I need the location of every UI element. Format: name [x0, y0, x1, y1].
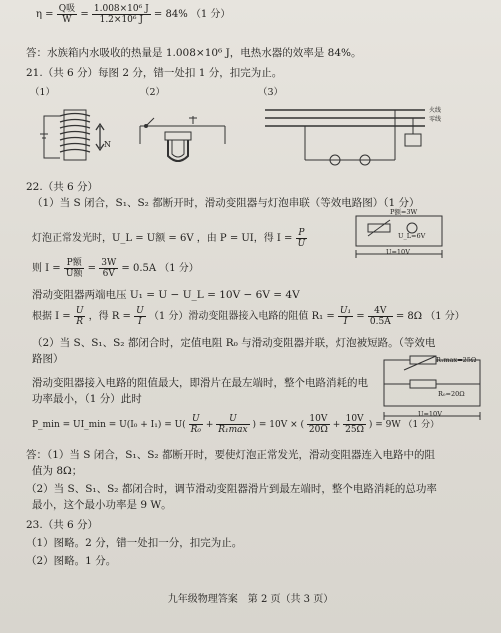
q22-part5-f4-den: 0.5A [369, 317, 391, 327]
series-circuit-figure [352, 210, 447, 260]
q22-part5-f1-num: U [75, 306, 84, 316]
q22-part9-f1-num: U [189, 414, 203, 425]
q22-part3-prefix: 则 I = [32, 263, 61, 274]
q22-part9-f4-num: 10V [343, 414, 366, 425]
q22-part1: （1）当 S 闭合，S₁、S₂ 都断开时，滑动变阻器与灯泡串联（等效电路图）（1 分） [32, 197, 420, 209]
q22-part9-b: + [205, 420, 214, 430]
eta-result: = 84% （1 分） [153, 9, 231, 20]
q22-part9-d: + [332, 420, 341, 430]
q22-part5-f2-num: U [136, 306, 144, 316]
q22-part5-frac3 [338, 306, 353, 327]
q23-part1: （1）图略。2 分，错一处扣一分，扣完为止。 [26, 537, 243, 549]
eta-eq: = [80, 9, 92, 20]
eta-fraction-1 [57, 4, 77, 25]
eta-frac2-num: 1.008×10⁶ J [93, 4, 149, 14]
q22-part2 [32, 228, 307, 249]
q21-header: 21.（共 6 分）每图 2 分，错一处扣 1 分，扣完为止。 [26, 67, 283, 79]
q22-part9 [32, 414, 439, 435]
q22-part9-f2-num: U [216, 414, 249, 425]
n-pole-label: N [104, 140, 111, 149]
circ2-r1-label: R₁max=25Ω [436, 356, 477, 364]
household-wiring-figure [255, 100, 465, 172]
efficiency-equation [36, 4, 230, 25]
q22-answer-1: 答：（1）当 S 闭合，S₁、S₂ 都断开时，要使灯泡正常发光，滑动变阻器连入电路中的阻 [26, 449, 435, 461]
q22-answer-2b: 最小，这个最小功率是 9 W。 [32, 499, 172, 511]
q22-part6: （2）当 S、S₁、S₂ 都闭合时，定值电阻 R₀ 与滑动变阻器并联，灯泡被短路。（等效电 [32, 337, 436, 349]
q22-part5-f1-den: R [76, 317, 84, 327]
q22-header: 22.（共 6 分） [26, 181, 99, 193]
q23-header: 23.（共 6 分） [26, 519, 99, 531]
page-footer: 九年级物理答案 第 2 页（共 3 页） [167, 594, 334, 605]
circ1-ul-label: U_L=6V [398, 232, 426, 240]
q22-part3-f1-den: U额 [65, 269, 83, 279]
circ2-r0-label: R₀=20Ω [438, 390, 465, 398]
neutral-wire-label: 零线 [429, 116, 442, 123]
q22-part9-frac2 [216, 414, 249, 435]
electromagnet-figure [130, 104, 230, 168]
circ1-u-label: U=10V [386, 248, 410, 256]
q22-part3-f1-num: P额 [64, 258, 85, 269]
q22-part5-f3-den: I [343, 317, 348, 327]
q22-part5-f3-num: U₁ [339, 306, 352, 316]
q22-part9-f4-den: 25Ω [345, 425, 365, 435]
q22-part3-f2-num: 3W [101, 258, 117, 268]
q22-part2-text: 灯泡正常发光时，U_L = U额 = 6V ，由 P = UI，得 I = [32, 233, 293, 244]
q22-part9-a: P_min = UI_min = U(I₀ + I₁) = U( [32, 420, 186, 430]
q22-part5-d: = [356, 311, 365, 322]
q22-answer-2: （2）当 S、S₁、S₂ 都闭合时，调节滑动变阻器滑片到最左端时，整个电路消耗的总功率 [26, 483, 437, 495]
q22-part8: 功率最小，（1 分）此时 [32, 393, 142, 405]
q22-part5-f2-den: I [138, 317, 142, 327]
q22-part3-f2-den: 6V [102, 269, 115, 279]
q22-part2-frac-num: P [296, 228, 308, 239]
q22-part9-f2-den: R₁max [218, 425, 248, 435]
q22-part3-frac1 [64, 258, 85, 279]
q22-part5-a: 根据 I = [32, 311, 71, 322]
q22-part5-frac4 [368, 306, 393, 327]
q22-part3-frac2 [99, 258, 118, 279]
answer-20: 答：水族箱内水吸收的热量是 1.008×10⁶ J，电热水器的效率是 84%。 [26, 47, 362, 59]
q22-part9-f1-den: R₀ [190, 425, 201, 435]
q22-part9-f3-num: 10V [307, 414, 330, 425]
q22-part5 [32, 306, 465, 327]
fig3-label: （3） [258, 87, 284, 98]
q23-part2: （2）图略。1 分。 [26, 555, 117, 567]
q22-part5-f4-num: 4V [368, 306, 393, 317]
eta-fraction-2 [92, 4, 151, 25]
q22-part9-f3-den: 20Ω [308, 425, 328, 435]
q22-part9-e: ) = 9W （1 分） [368, 420, 440, 430]
live-wire-label: 火线 [429, 107, 442, 114]
q22-part9-c: ) = 10V × ( [252, 420, 305, 430]
q22-part2-frac [296, 228, 308, 249]
solenoid-figure [34, 100, 114, 168]
q22-part5-c: （1 分）滑动变阻器接入电路的阻值 R₁ = [148, 311, 335, 322]
q22-part4: 滑动变阻器两端电压 U₁ = U − U_L = 10V − 6V = 4V [32, 289, 300, 301]
q22-part9-frac4 [343, 414, 366, 435]
eta-frac2-den: 1.2×10⁶ J [99, 15, 143, 25]
eta-lhs: η = [36, 9, 57, 20]
fig2-label: （2） [140, 87, 166, 98]
eta-frac1-den: W [62, 15, 72, 25]
q22-part3-suffix: = 0.5A （1 分） [121, 263, 199, 274]
fig1-label: （1） [30, 87, 56, 98]
q22-part6b: 路图） [32, 353, 64, 365]
q22-answer-1b: 值为 8Ω； [32, 465, 83, 477]
q22-part9-frac1 [189, 414, 203, 435]
q22-part5-b: ，得 R = [88, 311, 131, 322]
q22-part3: 则 I = $\frac{\text{P额}}{\text{U额}}$ = $\frac{3W}{6V}$ = 0.5A （1 分） [32, 258, 199, 279]
circ1-p-label: P额=3W [390, 208, 418, 216]
q22-part7: 滑动变阻器接入电路的阻值最大，即滑片在最左端时，整个电路消耗的电 [32, 377, 368, 389]
circ2-u-label: U=10V [418, 410, 442, 418]
q22-part5-e: = 8Ω （1 分） [395, 311, 465, 322]
q22-part9-frac3 [307, 414, 330, 435]
q22-part5-frac2 [134, 306, 146, 327]
q22-part5-frac1 [74, 306, 86, 327]
q22-part2-frac-den: U [297, 239, 306, 249]
eta-frac1-num: Q吸 [58, 4, 76, 14]
